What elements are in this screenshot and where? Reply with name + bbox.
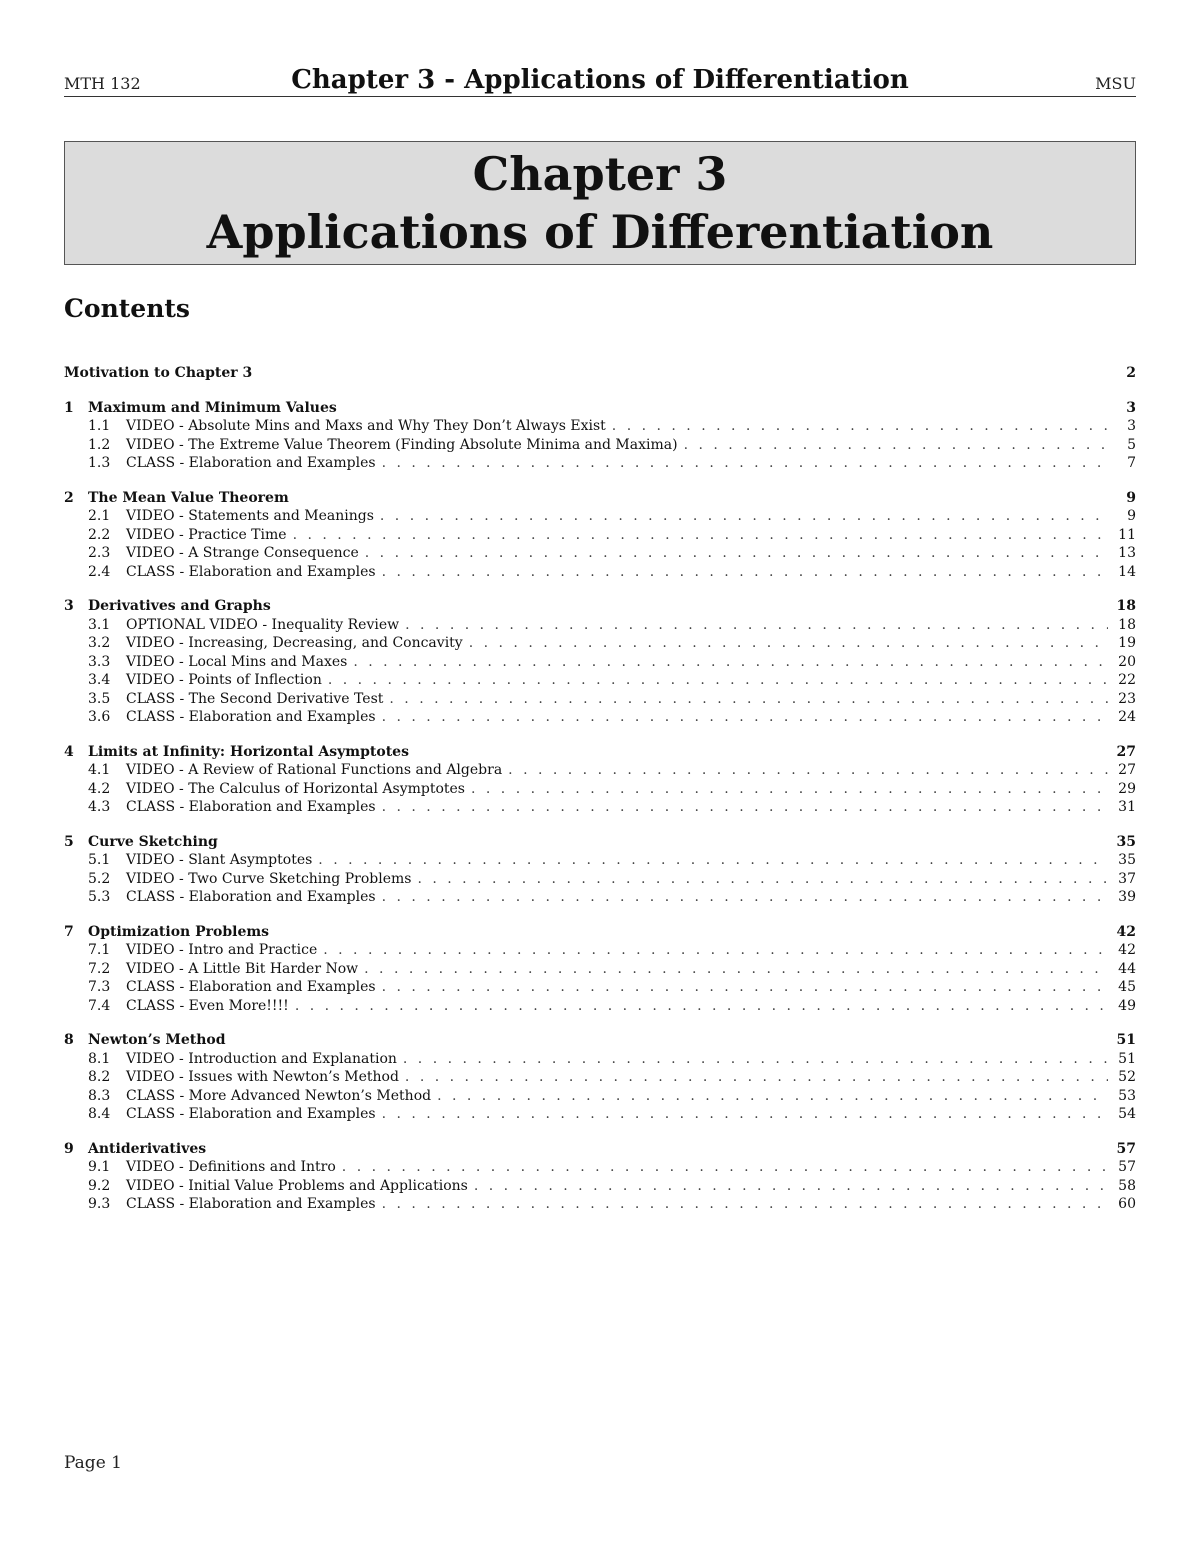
- toc-entry-page: 29: [1118, 780, 1136, 797]
- toc-section-entry[interactable]: [64, 780, 1136, 799]
- toc-dot-leader: [684, 436, 1108, 455]
- chapter-title-box: [64, 141, 1136, 265]
- toc-dot-leader: [508, 761, 1108, 780]
- toc-entry-number: 4.2: [88, 780, 111, 797]
- toc-entry-title: VIDEO - Local Mins and Maxes: [126, 653, 348, 670]
- toc-dot-leader: [295, 997, 1108, 1016]
- toc-chapter-block: [64, 833, 1136, 907]
- toc-dot-leader: [382, 563, 1108, 582]
- toc-entry-number: 5: [64, 833, 74, 850]
- toc-section-entry[interactable]: [64, 870, 1136, 889]
- toc-chapter-entry[interactable]: [64, 1031, 1136, 1050]
- toc-section-entry[interactable]: [64, 454, 1136, 473]
- toc-dot-leader: [364, 960, 1108, 979]
- toc-entry-page: 27: [1116, 743, 1136, 760]
- toc-entry-number: 3.1: [88, 616, 111, 633]
- toc-entry-number: 4.1: [88, 762, 111, 778]
- toc-entry-number: 3.3: [88, 653, 111, 670]
- toc-dot-leader: [380, 507, 1108, 526]
- toc-entry-page: 3: [1127, 418, 1136, 434]
- chapter-name-title: Applications of Differentiation: [206, 205, 994, 259]
- toc-chapter-block: [64, 1031, 1136, 1124]
- toc-chapter-entry[interactable]: [64, 923, 1136, 942]
- toc-entry-title: CLASS - Elaboration and Examples: [126, 709, 376, 725]
- header-chapter-title: Chapter 3 - Applications of Differentiation: [291, 65, 909, 95]
- toc-entry-title: CLASS - Elaboration and Examples: [126, 563, 376, 580]
- toc-entry-title: CLASS - Even More!!!!: [126, 997, 289, 1014]
- toc-dot-leader: [382, 978, 1108, 997]
- toc-entry-title: Curve Sketching: [88, 833, 218, 850]
- toc-entry-title: VIDEO - The Extreme Value Theorem (Finding Absolute Minima and Maxima): [126, 436, 678, 453]
- toc-entry-title: VIDEO - Issues with Newton’s Method: [126, 1069, 399, 1085]
- toc-entry-title: CLASS - Elaboration and Examples: [126, 1106, 376, 1122]
- page-number: Page 1: [64, 1453, 122, 1473]
- toc-entry-title: VIDEO - A Little Bit Harder Now: [126, 960, 359, 977]
- toc-entry-page: 18: [1116, 598, 1136, 614]
- toc-entry-page: 7: [1127, 455, 1136, 471]
- toc-chapter-entry[interactable]: [64, 597, 1136, 616]
- toc-section-entry[interactable]: [64, 997, 1136, 1016]
- toc-entry-title: CLASS - Elaboration and Examples: [126, 889, 376, 905]
- toc-entry-page: 22: [1118, 672, 1136, 688]
- toc-entry-title: CLASS - The Second Derivative Test: [126, 690, 384, 707]
- toc-dot-leader: [382, 798, 1108, 817]
- toc-chapter-entry[interactable]: [64, 743, 1136, 762]
- toc-entry-number: 7.2: [88, 960, 111, 977]
- toc-section-entry[interactable]: [64, 544, 1136, 563]
- toc-chapter-block: [64, 399, 1136, 473]
- toc-entry-page: 24: [1118, 709, 1136, 725]
- toc-dot-leader: [382, 1195, 1108, 1214]
- toc-entry-page: 2: [1126, 365, 1136, 381]
- toc-section-entry[interactable]: [64, 1177, 1136, 1196]
- toc-entry-number: 2.3: [88, 545, 111, 561]
- toc-entry-number: 3.6: [88, 709, 111, 725]
- toc-section-entry[interactable]: [64, 978, 1136, 997]
- toc-entry-number: 4: [64, 743, 74, 760]
- toc-entry-title: VIDEO - Initial Value Problems and Applications: [126, 1177, 468, 1194]
- toc-chapter-block: [64, 923, 1136, 1016]
- header-institution: MSU: [1095, 74, 1136, 93]
- toc-entry-title: Antiderivatives: [88, 1140, 207, 1157]
- toc-section-entry[interactable]: [64, 1050, 1136, 1069]
- toc-motivation-entry[interactable]: [64, 364, 1136, 383]
- toc-entry-page: 11: [1118, 526, 1136, 543]
- toc-entry-title: Optimization Problems: [88, 923, 270, 940]
- toc-dot-leader: [382, 454, 1108, 473]
- toc-entry-page: 52: [1118, 1069, 1136, 1085]
- toc-section-entry[interactable]: [64, 798, 1136, 817]
- toc-entry-title: VIDEO - Two Curve Sketching Problems: [126, 870, 412, 887]
- toc-entry-page: 35: [1116, 833, 1136, 850]
- toc-section-entry[interactable]: [64, 634, 1136, 653]
- toc-section-entry[interactable]: [64, 960, 1136, 979]
- toc-entry-page: 14: [1118, 563, 1136, 580]
- toc-section-entry[interactable]: [64, 1068, 1136, 1087]
- toc-chapter-block: [64, 597, 1136, 727]
- toc-entry-page: 3: [1126, 399, 1136, 416]
- toc-entry-title: Maximum and Minimum Values: [88, 399, 337, 416]
- toc-entry-number: 8.3: [88, 1087, 111, 1104]
- toc-entry-number: 3: [64, 598, 74, 614]
- document-page: [64, 0, 1136, 1553]
- toc-entry-title: VIDEO - Definitions and Intro: [126, 1159, 336, 1175]
- toc-entry-title: Motivation to Chapter 3: [64, 365, 253, 381]
- toc-entry-title: CLASS - Elaboration and Examples: [126, 799, 376, 815]
- toc-dot-leader: [612, 417, 1108, 436]
- toc-chapter-entry[interactable]: [64, 1140, 1136, 1159]
- toc-section-entry[interactable]: [64, 1158, 1136, 1177]
- toc-entry-page: 57: [1116, 1140, 1136, 1157]
- toc-entry-number: 8.2: [88, 1069, 111, 1085]
- toc-entry-title: CLASS - Elaboration and Examples: [126, 455, 376, 471]
- toc-dot-leader: [365, 544, 1108, 563]
- toc-entry-page: 9: [1127, 508, 1136, 524]
- toc-entry-page: 9: [1126, 489, 1136, 506]
- toc-entry-title: VIDEO - Statements and Meanings: [126, 508, 374, 524]
- toc-entry-title: VIDEO - The Calculus of Horizontal Asymptotes: [126, 780, 465, 797]
- toc-entry-number: 1.1: [88, 418, 111, 434]
- toc-entry-page: 58: [1118, 1177, 1136, 1194]
- toc-dot-leader: [403, 1050, 1108, 1069]
- toc-entry-page: 53: [1118, 1087, 1136, 1104]
- toc-entry-number: 9.3: [88, 1196, 111, 1212]
- toc-entry-number: 1: [64, 399, 74, 416]
- toc-entry-page: 51: [1116, 1032, 1136, 1048]
- toc-section-entry[interactable]: [64, 616, 1136, 635]
- table-of-contents: [64, 364, 1136, 1230]
- toc-entry-title: VIDEO - A Strange Consequence: [126, 545, 359, 561]
- toc-entry-number: 3.4: [88, 672, 111, 688]
- toc-entry-number: 7.3: [88, 979, 111, 995]
- toc-entry-number: 7: [64, 923, 74, 940]
- toc-entry-page: 23: [1118, 690, 1136, 707]
- toc-dot-leader: [471, 780, 1108, 799]
- toc-entry-title: CLASS - Elaboration and Examples: [126, 979, 376, 995]
- toc-entry-page: 54: [1118, 1106, 1136, 1122]
- toc-entry-number: 7.1: [88, 942, 111, 958]
- toc-entry-page: 51: [1118, 1050, 1136, 1067]
- toc-dot-leader: [342, 1158, 1108, 1177]
- toc-section-entry[interactable]: [64, 1195, 1136, 1214]
- toc-entry-title: Derivatives and Graphs: [88, 598, 271, 614]
- header-course: MTH 132: [64, 74, 141, 93]
- toc-entry-number: 3.2: [88, 635, 111, 651]
- toc-entry-title: CLASS - More Advanced Newton’s Method: [126, 1087, 432, 1104]
- toc-entry-page: 60: [1118, 1196, 1136, 1212]
- toc-entry-number: 5.3: [88, 889, 111, 905]
- toc-entry-page: 5: [1127, 436, 1136, 453]
- toc-entry-title: VIDEO - Practice Time: [126, 526, 287, 543]
- toc-dot-leader: [382, 708, 1108, 727]
- toc-entry-number: 2.2: [88, 526, 111, 543]
- toc-entry-page: 20: [1118, 653, 1136, 670]
- toc-dot-leader: [318, 851, 1108, 870]
- toc-entry-number: 9.2: [88, 1177, 111, 1194]
- toc-entry-number: 2.1: [88, 508, 111, 524]
- toc-section-entry[interactable]: [64, 653, 1136, 672]
- toc-section-entry[interactable]: [64, 436, 1136, 455]
- toc-entry-number: 5.1: [88, 852, 111, 868]
- toc-entry-page: 31: [1118, 799, 1136, 815]
- toc-entry-title: OPTIONAL VIDEO - Inequality Review: [126, 616, 400, 633]
- toc-entry-number: 7.4: [88, 997, 111, 1014]
- toc-chapter-entry[interactable]: [64, 399, 1136, 418]
- toc-entry-title: VIDEO - Points of Inflection: [126, 672, 322, 688]
- toc-entry-title: Limits at Infinity: Horizontal Asymptotes: [88, 743, 409, 760]
- running-header: [64, 62, 1136, 97]
- toc-entry-page: 19: [1118, 635, 1136, 651]
- toc-entry-title: VIDEO - Absolute Mins and Maxs and Why They Don’t Always Exist: [126, 418, 606, 434]
- toc-entry-title: Newton’s Method: [88, 1032, 226, 1048]
- toc-entry-page: 44: [1118, 960, 1136, 977]
- toc-section-entry[interactable]: [64, 941, 1136, 960]
- toc-entry-page: 57: [1118, 1159, 1136, 1175]
- toc-entry-page: 45: [1118, 979, 1136, 995]
- toc-entry-page: 35: [1118, 852, 1136, 868]
- toc-dot-leader: [405, 616, 1108, 635]
- toc-dot-leader: [353, 653, 1108, 672]
- toc-chapter-entry[interactable]: [64, 833, 1136, 852]
- toc-dot-leader: [382, 888, 1108, 907]
- toc-entry-number: 8.1: [88, 1050, 111, 1067]
- toc-entry-title: VIDEO - A Review of Rational Functions and Algebra: [126, 762, 503, 778]
- toc-chapter-block: [64, 489, 1136, 582]
- toc-entry-page: 37: [1118, 870, 1136, 887]
- toc-entry-page: 18: [1118, 616, 1136, 633]
- toc-section-entry[interactable]: [64, 563, 1136, 582]
- toc-entry-number: 8: [64, 1032, 74, 1048]
- toc-entry-page: 42: [1118, 942, 1136, 958]
- toc-section-entry[interactable]: [64, 1105, 1136, 1124]
- toc-dot-leader: [323, 941, 1108, 960]
- toc-entry-title: CLASS - Elaboration and Examples: [126, 1196, 376, 1212]
- toc-dot-leader: [293, 526, 1108, 545]
- chapter-number-title: Chapter 3: [472, 147, 728, 201]
- toc-section-entry[interactable]: [64, 708, 1136, 727]
- toc-entry-page: 13: [1118, 545, 1136, 561]
- toc-section-entry[interactable]: [64, 851, 1136, 870]
- toc-dot-leader: [405, 1068, 1108, 1087]
- toc-section-entry[interactable]: [64, 1087, 1136, 1106]
- toc-entry-title: VIDEO - Intro and Practice: [126, 942, 318, 958]
- toc-entry-number: 2.4: [88, 563, 111, 580]
- toc-entry-title: VIDEO - Increasing, Decreasing, and Concavity: [126, 635, 463, 651]
- toc-chapter-entry[interactable]: [64, 489, 1136, 508]
- toc-section-entry[interactable]: [64, 526, 1136, 545]
- toc-entry-number: 1.2: [88, 436, 111, 453]
- toc-entry-number: 4.3: [88, 799, 111, 815]
- toc-entry-number: 3.5: [88, 690, 111, 707]
- toc-section-entry[interactable]: [64, 761, 1136, 780]
- toc-entry-title: The Mean Value Theorem: [88, 489, 289, 506]
- toc-entry-page: 39: [1118, 889, 1136, 905]
- toc-entry-number: 2: [64, 489, 74, 506]
- toc-dot-leader: [469, 634, 1108, 653]
- toc-section-entry[interactable]: [64, 671, 1136, 690]
- toc-entry-number: 8.4: [88, 1106, 111, 1122]
- toc-chapter-block: [64, 743, 1136, 817]
- toc-entry-number: 9.1: [88, 1159, 111, 1175]
- toc-dot-leader: [417, 870, 1108, 889]
- toc-dot-leader: [437, 1087, 1108, 1106]
- toc-section-entry[interactable]: [64, 888, 1136, 907]
- toc-entry-number: 5.2: [88, 870, 111, 887]
- toc-entry-page: 42: [1116, 923, 1136, 940]
- toc-section-entry[interactable]: [64, 417, 1136, 436]
- toc-chapter-block: [64, 1140, 1136, 1214]
- toc-entry-number: 1.3: [88, 455, 111, 471]
- toc-section-entry[interactable]: [64, 690, 1136, 709]
- toc-entry-page: 49: [1118, 997, 1136, 1014]
- toc-dot-leader: [389, 690, 1108, 709]
- toc-dot-leader: [328, 671, 1108, 690]
- toc-dot-leader: [474, 1177, 1108, 1196]
- contents-heading: Contents: [64, 294, 191, 323]
- toc-entry-number: 9: [64, 1140, 74, 1157]
- toc-entry-title: VIDEO - Slant Asymptotes: [126, 852, 313, 868]
- toc-entry-page: 27: [1118, 762, 1136, 778]
- toc-entry-title: VIDEO - Introduction and Explanation: [126, 1050, 397, 1067]
- toc-section-entry[interactable]: [64, 507, 1136, 526]
- toc-dot-leader: [382, 1105, 1108, 1124]
